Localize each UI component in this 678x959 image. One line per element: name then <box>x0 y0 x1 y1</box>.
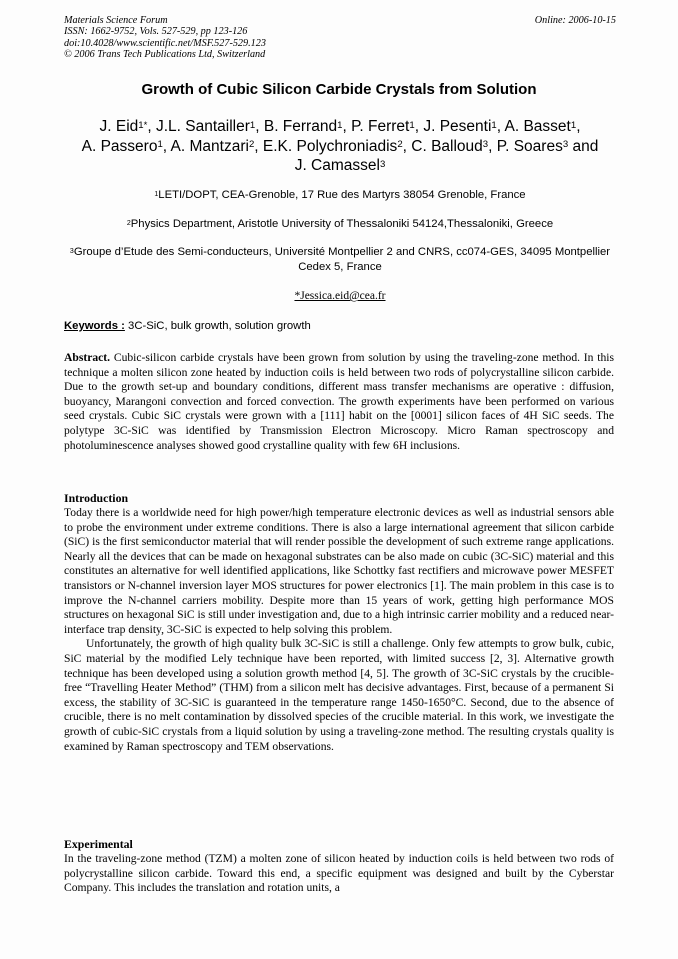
corresponding-email[interactable]: *Jessica.eid@cea.fr <box>294 290 386 302</box>
author: C. Balloud$^3$ <box>411 137 489 155</box>
author: P. Ferret$^1$ <box>351 118 415 135</box>
affiliation-2: $^2$Physics Department, Aristotle University of Thessaloniki 54124,Thessaloniki, Greece <box>126 218 554 230</box>
paper-title: Growth of Cubic Silicon Carbide Crystals from Solution <box>141 81 537 98</box>
paragraph: Unfortunately, the growth of high quality bulk 3C-SiC is still a challenge. Only few attempts to grow bulk, cubic, SiC material by the modified Lely technique have been reported, with limited success [2, 3]. Alternative growth technique has been developed using a solution growth method [4, 5]. The growth of 3C-SiC crystals by the crucible-free “Travelling Heater Method” (THM) from a silicon melt has decisive advantages. First, because of a permanent Si excess, the stability of 3C-SiC is guaranteed in the temperature range 1450-1650°C. Second, due to the absence of crucible, there is no melt contamination by dissolved species of the crucible material. In this work, we investigate the growth of cubic-SiC crystals from a liquid solution by using a traveling-zone method. The resulting crystals quality is examined by Raman spectroscopy and TEM observations. <box>64 637 614 753</box>
author: J. Pesenti$^1$ <box>423 118 497 135</box>
keywords-text: 3C-SiC, bulk growth, solution growth <box>128 320 311 332</box>
author: J. Camassel$^3$ <box>294 157 386 174</box>
author: J. Eid$^{1*}$ <box>99 118 148 135</box>
introduction-heading: Introduction <box>64 491 129 505</box>
author-list: J. Eid$^{1*}$, J.L. Santailler$^1$, B. Ferrand$^1$, P. Ferret$^1$, J. Pesenti$^1$, A. Basset$^1$, A. Passero$^1$, A. Mantzari$^2$, E.K. Polychroniadis$^2$, C. Balloud$^3$, P. Soares$^3$ and J. Camassel$^3$ <box>81 118 599 174</box>
journal-name: Materials Science Forum <box>64 15 168 26</box>
author: A. Mantzari$^2$ <box>170 137 255 155</box>
introduction-body <box>64 506 614 754</box>
experimental-body <box>64 852 614 896</box>
author: A. Passero$^1$ <box>81 137 163 155</box>
abstract <box>64 351 614 453</box>
paragraph: In the traveling-zone method (TZM) a molten zone of silicon heated by induction coils is held between two rods of polycrystalline silicon carbide. Toward this end, a specific equipment was designed and built by the Cyberstar Company. This includes the translation and rotation units, a <box>64 852 614 895</box>
online-date: Online: 2006-10-15 <box>534 15 616 26</box>
paragraph: Today there is a worldwide need for high power/high temperature electronic devices as well as industrial sensors able to probe the environment under extreme conditions. There is also a large international agreement that silicon carbide (SiC) is the first semiconductor material that will render possible the development of such extreme range applications. Nearly all the devices that can be made on hexagonal substrates can be also made on cubic (3C-SiC) material and this constitutes an alternative for well identified applications, like Schottky fast rectifiers and microwave power MESFET transistors or N-channel inversion layer MOS structures for power electronics [1]. The main problem in this case is to improve the N-channel carriers mobility. Despite more than 15 years of work, getting high performance MOS structures on hexagonal SiC is still under investigation and, due to a high intrinsic carrier mobility and a reduced near-interface trap density, 3C-SiC is expected to help solving this problem. <box>64 506 614 636</box>
author: A. Basset$^1$ <box>504 118 577 135</box>
affiliation-3: $^3$Groupe d’Etude des Semi-conducteurs, Université Montpellier 2 and CNRS, cc074-GES, 34095 Montpellier Cedex 5, France <box>69 246 611 273</box>
keywords <box>64 320 311 332</box>
abstract-label: Abstract. <box>64 351 111 364</box>
affiliation-1: $^1$LETI/DOPT, CEA-Grenoble, 17 Rue des Martyrs 38054 Grenoble, France <box>154 189 526 201</box>
author: J.L. Santailler$^1$ <box>155 118 256 135</box>
copyright-line: © 2006 Trans Tech Publications Ltd, Switzerland <box>64 49 266 61</box>
doi-line: doi:10.4028/www.scientific.net/MSF.527-529.123 <box>64 37 266 49</box>
author: P. Soares$^3$ <box>496 137 569 155</box>
abstract-text: Cubic-silicon carbide crystals have been grown from solution by using the traveling-zone method. In this technique a molten silicon zone heated by induction coils is held between two rods of polycrystalline silicon carbide. Due to the growth set-up and boundary conditions, different mass transfer mechanisms are operative : diffusion, buoyancy, Marangoni convection and forced convection. The growth experiments have been performed on various seed crystals. Cubic SiC crystals were grown with a [111] habit on the [0001] silicon faces of 4H SiC seeds. The polytype 3C-SiC was identified by Transmission Electron Microscopy. Micro Raman spectroscopy and photoluminescence analyses showed good crystalline quality with few 6H inclusions. <box>64 351 614 452</box>
keywords-label: Keywords : <box>64 320 125 332</box>
issn-line: ISSN: 1662-9752, Vols. 527-529, pp 123-126 <box>64 26 248 38</box>
author: E.K. Polychroniadis$^2$ <box>262 137 403 155</box>
journal-header <box>64 15 616 61</box>
author: B. Ferrand$^1$ <box>263 118 343 135</box>
experimental-heading: Experimental <box>64 837 133 851</box>
